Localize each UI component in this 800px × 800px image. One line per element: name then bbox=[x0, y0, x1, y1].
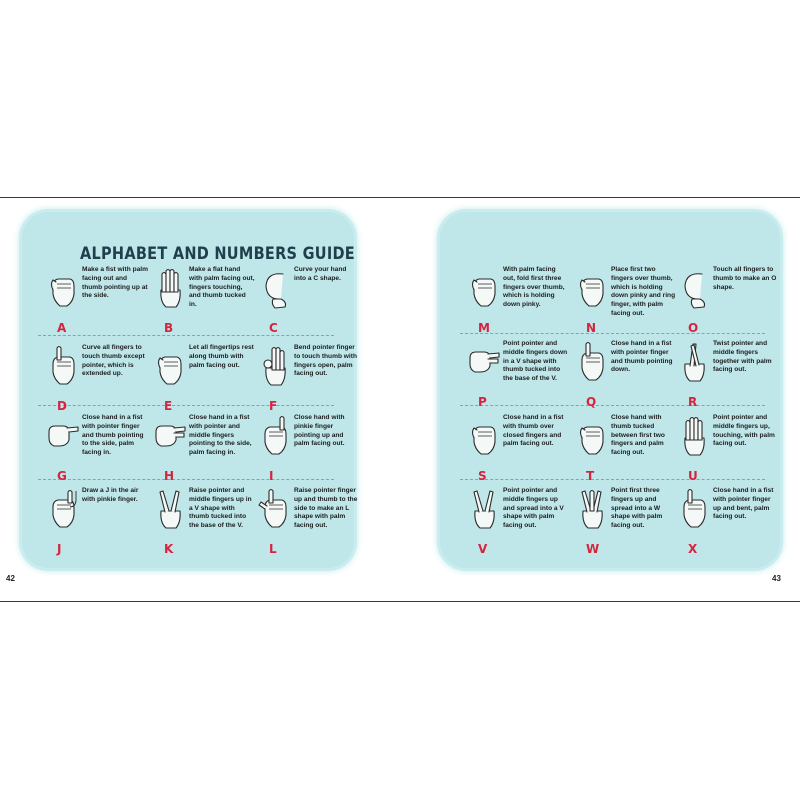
sign-instructions: Place first two fingers over thumb, which is holding down pinky and ring finger, with palm facing out. bbox=[611, 266, 676, 317]
letter-card-m bbox=[466, 266, 571, 336]
v-sign-hand-icon bbox=[466, 487, 500, 531]
sign-instructions: Point first three fingers up and spread into a W shape with palm facing out. bbox=[611, 487, 663, 530]
letter-card-i bbox=[257, 414, 362, 484]
letter-label: F bbox=[269, 399, 278, 413]
letter-card-t bbox=[574, 414, 679, 484]
sign-instructions: Close hand in a fist with pointer finger up and bent, palm facing out. bbox=[713, 487, 774, 521]
sign-instructions: Raise pointer finger up and thumb to the side to make an L shape with palm facing out. bbox=[294, 487, 358, 530]
letter-card-k bbox=[152, 487, 257, 557]
sign-instructions: Close hand with pinkie finger pointing up and palm facing out. bbox=[294, 414, 345, 448]
j-pinkie-trace-hand-icon bbox=[45, 487, 79, 531]
sign-instructions: Close hand in a fist with pointer and middle fingers pointing to the side, palm facing in. bbox=[189, 414, 252, 457]
letter-label: A bbox=[57, 321, 67, 335]
top-page-edge bbox=[0, 197, 800, 198]
letter-label: K bbox=[164, 542, 174, 556]
f-shape-hand-icon bbox=[257, 344, 291, 388]
g-side-point-hand-icon bbox=[45, 414, 79, 458]
letter-label: L bbox=[269, 542, 277, 556]
letter-label: H bbox=[164, 469, 175, 483]
letter-card-g bbox=[45, 414, 150, 484]
letter-label: M bbox=[478, 321, 490, 335]
letter-label: N bbox=[586, 321, 597, 335]
sign-instructions: Close hand in a fist with thumb over closed fingers and palm facing out. bbox=[503, 414, 564, 448]
letter-label: O bbox=[688, 321, 699, 335]
sign-instructions: Point pointer and middle fingers up, touching, with palm facing out. bbox=[713, 414, 775, 448]
sign-instructions: Draw a J in the air with pinkie finger. bbox=[82, 487, 139, 503]
flat-hand-icon bbox=[152, 266, 186, 310]
x-bent-pointer-hand-icon bbox=[676, 487, 710, 531]
letter-card-w bbox=[574, 487, 679, 557]
letter-card-s bbox=[466, 414, 571, 484]
bottom-page-edge bbox=[0, 601, 800, 602]
q-point-down-hand-icon bbox=[574, 340, 608, 384]
letter-card-d bbox=[45, 344, 150, 414]
letter-card-v bbox=[466, 487, 571, 557]
letter-label: I bbox=[269, 469, 274, 483]
sign-instructions: Let all fingertips rest along thumb with palm facing out. bbox=[189, 344, 254, 369]
sign-instructions: Bend pointer finger to touch thumb with fingers open, palm facing out. bbox=[294, 344, 357, 378]
letter-card-j bbox=[45, 487, 150, 557]
right-page-number: 43 bbox=[772, 574, 781, 583]
letter-label: R bbox=[688, 395, 698, 409]
letter-label: U bbox=[688, 469, 698, 483]
fist-thumb-side-hand-icon bbox=[45, 266, 79, 310]
k-shape-hand-icon bbox=[152, 487, 186, 531]
letter-label: P bbox=[478, 395, 487, 409]
h-two-finger-side-hand-icon bbox=[152, 414, 186, 458]
sign-instructions: Curve all fingers to touch thumb except pointer, which is extended up. bbox=[82, 344, 145, 378]
left-page-number: 42 bbox=[6, 574, 15, 583]
crossed-fingers-hand-icon bbox=[676, 340, 710, 384]
letter-card-l bbox=[257, 487, 362, 557]
letter-label: B bbox=[164, 321, 174, 335]
letter-label: C bbox=[269, 321, 278, 335]
sign-instructions: Point pointer and middle fingers down in a V shape with thumb tucked into the base of the V. bbox=[503, 340, 568, 383]
o-shape-hand-icon bbox=[676, 266, 710, 310]
letter-card-c bbox=[257, 266, 362, 336]
sign-instructions: Twist pointer and middle fingers together with palm facing out. bbox=[713, 340, 772, 374]
n-two-over-thumb-hand-icon bbox=[574, 266, 608, 310]
s-fist-hand-icon bbox=[466, 414, 500, 458]
letter-label: W bbox=[586, 542, 600, 556]
sign-instructions: Touch all fingers to thumb to make an O shape. bbox=[713, 266, 777, 291]
letter-card-o bbox=[676, 266, 781, 336]
sign-instructions: Close hand in a fist with pointer finger and thumb pointing to the side, palm facing in. bbox=[82, 414, 144, 457]
letter-label: T bbox=[586, 469, 595, 483]
letter-label: S bbox=[478, 469, 487, 483]
sign-instructions: Make a fist with palm facing out and thumb pointing up at the side. bbox=[82, 266, 148, 300]
letter-card-p bbox=[466, 340, 571, 410]
letter-card-e bbox=[152, 344, 257, 414]
sign-instructions: With palm facing out, fold first three fingers over thumb, which is holding down pinky. bbox=[503, 266, 565, 309]
p-shape-hand-icon bbox=[466, 340, 500, 384]
t-thumb-between-hand-icon bbox=[574, 414, 608, 458]
u-two-fingers-up-hand-icon bbox=[676, 414, 710, 458]
sign-instructions: Curve your hand into a C shape. bbox=[294, 266, 347, 282]
letter-label: X bbox=[688, 542, 698, 556]
guide-title: ALPHABET AND NUMBERS GUIDE bbox=[80, 244, 355, 263]
sign-instructions: Raise pointer and middle fingers up in a V shape with thumb tucked into the base of the V. bbox=[189, 487, 252, 530]
w-three-fingers-hand-icon bbox=[574, 487, 608, 531]
letter-label: Q bbox=[586, 395, 597, 409]
letter-label: V bbox=[478, 542, 488, 556]
letter-card-h bbox=[152, 414, 257, 484]
letter-label: E bbox=[164, 399, 173, 413]
c-shape-hand-icon bbox=[257, 266, 291, 310]
sign-instructions: Close hand with thumb tucked between first two fingers and palm facing out. bbox=[611, 414, 665, 457]
sign-instructions: Make a flat hand with palm facing out, fingers touching, and thumb tucked in. bbox=[189, 266, 255, 309]
letter-label: D bbox=[57, 399, 67, 413]
letter-card-u bbox=[676, 414, 781, 484]
letter-card-n bbox=[574, 266, 679, 336]
letter-card-r bbox=[676, 340, 781, 410]
sign-instructions: Point pointer and middle fingers up and spread into a V shape with palm facing out. bbox=[503, 487, 564, 530]
letter-label: G bbox=[57, 469, 67, 483]
l-shape-hand-icon bbox=[257, 487, 291, 531]
pointer-up-hand-icon bbox=[45, 344, 79, 388]
letter-label: J bbox=[57, 542, 62, 556]
m-three-over-thumb-hand-icon bbox=[466, 266, 500, 310]
bent-fingers-hand-icon bbox=[152, 344, 186, 388]
letter-card-f bbox=[257, 344, 362, 414]
sign-instructions: Close hand in a fist with pointer finger and thumb pointing down. bbox=[611, 340, 673, 374]
letter-card-a bbox=[45, 266, 150, 336]
pinkie-up-hand-icon bbox=[257, 414, 291, 458]
letter-card-b bbox=[152, 266, 257, 336]
letter-card-x bbox=[676, 487, 781, 557]
letter-card-q bbox=[574, 340, 679, 410]
